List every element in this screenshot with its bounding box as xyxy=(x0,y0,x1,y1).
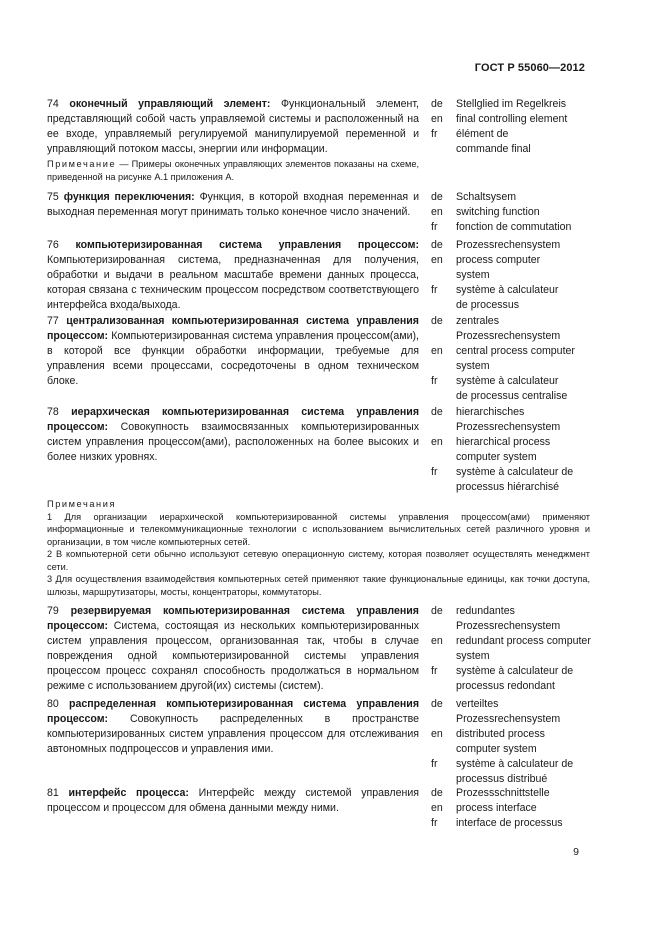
lang-code: fr xyxy=(431,466,438,478)
translation-row xyxy=(431,435,571,465)
lang-code: de xyxy=(431,315,443,327)
translation-row xyxy=(431,801,591,816)
note-label: Примечание xyxy=(47,159,117,169)
translation-text: hierarchisches Prozessrechensystem xyxy=(456,406,561,433)
translation-row xyxy=(431,314,571,344)
translation-row xyxy=(431,405,581,435)
lang-code: fr xyxy=(431,665,438,677)
entry-definition: Совокупность распределенных в пространстве компьютеризированных систем управления процессом для отслеживания автономных подпроцессов и управления ими. xyxy=(47,713,419,755)
lang-code: en xyxy=(431,436,443,448)
translation-text: distributed process computer system xyxy=(456,728,545,755)
translation-text: système à calculateur de processus redondant xyxy=(456,665,574,692)
translation-row xyxy=(431,634,591,664)
entry-number: 76 xyxy=(47,239,59,251)
lang-code: en xyxy=(431,728,443,740)
translation-text: switching function xyxy=(456,206,540,218)
translation-row xyxy=(431,205,591,220)
translation-row xyxy=(431,238,591,253)
entry-term: иерархическая компьютеризированная система управления процессом: xyxy=(47,406,419,433)
translation-text: redundantes Prozessrechensystem xyxy=(456,605,561,632)
translation-text: système à calculateur de processus xyxy=(456,284,559,311)
note-item: 2 В компьютерной сети обычно используют сетевую операционную систему, которая позволяет осуществлять менеджмент сети. xyxy=(47,549,590,572)
lang-code: de xyxy=(431,406,443,418)
lang-code: en xyxy=(431,113,443,125)
translation-text: Schaltsysem xyxy=(456,191,517,203)
notes-78 xyxy=(47,498,590,598)
translation-row xyxy=(431,727,561,757)
entry-definition: Компьютеризированная система, предназначенная для получения, обработки и выдачи в реальном масштабе времени данных процесса, которая связана с техническим процессом посредством соответствующего интерфейса входа/выхода. xyxy=(47,254,419,311)
entry-definition: Функция, в которой входная переменная и выходная переменная могут принимать только конечное число значений. xyxy=(47,191,419,218)
translation-text: élément de commande final xyxy=(456,128,531,155)
translation-text: système à calculateur de processus distribué xyxy=(456,758,574,785)
translation-row xyxy=(431,465,591,495)
lang-code: en xyxy=(431,254,443,266)
translation-row xyxy=(431,604,571,634)
entry-number: 75 xyxy=(47,191,59,203)
entry-number: 78 xyxy=(47,406,59,418)
translations-78 xyxy=(431,405,591,495)
note-item: 3 Для осуществления взаимодействия компьютерных сетей применяют такие функциональные единицы, как точки доступа, шлюзы, маршрутизаторы, мосты, концентраторы, коммутаторы. xyxy=(47,574,590,597)
entry-number: 79 xyxy=(47,605,59,617)
note-text: — Примеры оконечных управляющих элементов показаны на схеме, приведенной на рисунке А.1 приложения А. xyxy=(47,159,419,182)
translation-text: process interface xyxy=(456,802,537,814)
entry-term: интерфейс процесса: xyxy=(68,787,189,799)
lang-code: en xyxy=(431,345,443,357)
translation-row xyxy=(431,816,591,831)
translation-text: Prozessschnittstelle xyxy=(456,787,550,799)
translation-text: Prozessrechensystem xyxy=(456,239,561,251)
translation-text: zentrales Prozessrechensystem xyxy=(456,315,561,342)
lang-code: fr xyxy=(431,758,438,770)
lang-code: fr xyxy=(431,221,438,233)
translation-row xyxy=(431,283,571,313)
entry-number: 80 xyxy=(47,698,59,710)
translations-76 xyxy=(431,238,591,313)
term-entry-77 xyxy=(47,314,419,389)
term-entry-79 xyxy=(47,604,419,694)
lang-code: fr xyxy=(431,817,438,829)
entry-definition: Система, состоящая из нескольких компьютеризированных систем управления процессом, организованная так, чтобы в случае повреждения одной компьютеризированной системы управления процессом процесс сохранял способность продолжаться в нормальном режиме с использованием другой(их) системы (систем). xyxy=(47,620,419,692)
lang-code: de xyxy=(431,191,443,203)
entry-number: 81 xyxy=(47,787,59,799)
translation-row xyxy=(431,112,591,127)
entry-term: функция переключения: xyxy=(63,191,195,203)
translation-row xyxy=(431,190,591,205)
entry-definition: Интерфейс между системой управления процессом и процессом для обмена данными между ними. xyxy=(47,787,419,814)
entry-number: 74 xyxy=(47,98,59,110)
lang-code: de xyxy=(431,239,443,251)
term-entry-76 xyxy=(47,238,419,313)
translations-75 xyxy=(431,190,591,235)
lang-code: de xyxy=(431,605,443,617)
translation-text: verteiltes Prozessrechensystem xyxy=(456,698,561,725)
term-entry-80 xyxy=(47,697,419,757)
translations-81 xyxy=(431,786,591,831)
lang-code: fr xyxy=(431,284,438,296)
note-item: 1 Для организации иерархической компьютеризированной системы управления процессом(ами) применяют информационные и телекоммуникационные технологии с использованием вычислительных сетей различного уровня и организации, в том числе компьютерных сетей. xyxy=(47,511,590,547)
lang-code: de xyxy=(431,787,443,799)
translation-row xyxy=(431,697,571,727)
translation-text: hierarchical process computer system xyxy=(456,436,551,463)
page-number: 9 xyxy=(573,846,579,858)
translation-row xyxy=(431,220,591,235)
entry-term: оконечный управляющий элемент: xyxy=(69,98,271,110)
lang-code: en xyxy=(431,635,443,647)
translation-row xyxy=(431,97,591,112)
translation-text: Stellglied im Regelkreis xyxy=(456,98,567,110)
term-entry-81 xyxy=(47,786,419,816)
lang-code: en xyxy=(431,206,443,218)
lang-code: fr xyxy=(431,128,438,140)
entry-definition: Совокупность взаимосвязанных компьютеризированных систем управления процессом(ами), расположенных на более высоких и более низких уровнях. xyxy=(47,421,419,463)
entry-term: централизованная компьютеризированная система управления процессом: xyxy=(47,315,419,342)
translation-row xyxy=(431,757,591,787)
translation-text: process computer system xyxy=(456,254,541,281)
translations-74 xyxy=(431,97,591,157)
translation-text: final controlling element xyxy=(456,113,568,125)
translation-text: central process computer system xyxy=(456,345,575,372)
entry-number: 77 xyxy=(47,315,59,327)
translation-row xyxy=(431,374,571,404)
translations-80 xyxy=(431,697,591,787)
notes-label: Примечания xyxy=(47,499,117,509)
document-code: ГОСТ Р 55060—2012 xyxy=(474,62,585,74)
lang-code: fr xyxy=(431,375,438,387)
term-entry-75 xyxy=(47,190,419,220)
translations-79 xyxy=(431,604,591,694)
translation-row xyxy=(431,253,541,283)
lang-code: de xyxy=(431,698,443,710)
translation-text: fonction de commutation xyxy=(456,221,572,233)
translation-row xyxy=(431,786,591,801)
entry-term: резервируемая компьютеризированная система управления процессом: xyxy=(47,605,419,632)
lang-code: de xyxy=(431,98,443,110)
translation-row xyxy=(431,127,561,157)
translation-text: interface de processus xyxy=(456,817,563,829)
entry-definition: Компьютеризированная система управления процессом(ами), в которой все функции обработки информации, требуемые для управления всеми процессами, сосредоточены в одном техническом блоке. xyxy=(47,330,419,387)
translation-row xyxy=(431,664,591,694)
entry-definition: Функциональный элемент, представляющий собой часть управляемой системы и расположенный на ее входе, управляемый регулируемой манипулируемой переменной и управляющий потоком массы, энергии или информации. xyxy=(47,98,419,155)
translation-text: redundant process computer system xyxy=(456,635,591,662)
translation-text: système à calculateur de processus hiérarchisé xyxy=(456,466,574,493)
term-entry-74 xyxy=(47,97,419,157)
term-entry-78 xyxy=(47,405,419,465)
entry-term: компьютеризированная система управления процессом: xyxy=(75,239,419,251)
note-74 xyxy=(47,158,419,183)
translation-text: système à calculateur de processus centralise xyxy=(456,375,568,402)
translations-77 xyxy=(431,314,591,404)
entry-term: распределенная компьютеризированная система управления процессом: xyxy=(47,698,419,725)
translation-row xyxy=(431,344,591,374)
lang-code: en xyxy=(431,802,443,814)
